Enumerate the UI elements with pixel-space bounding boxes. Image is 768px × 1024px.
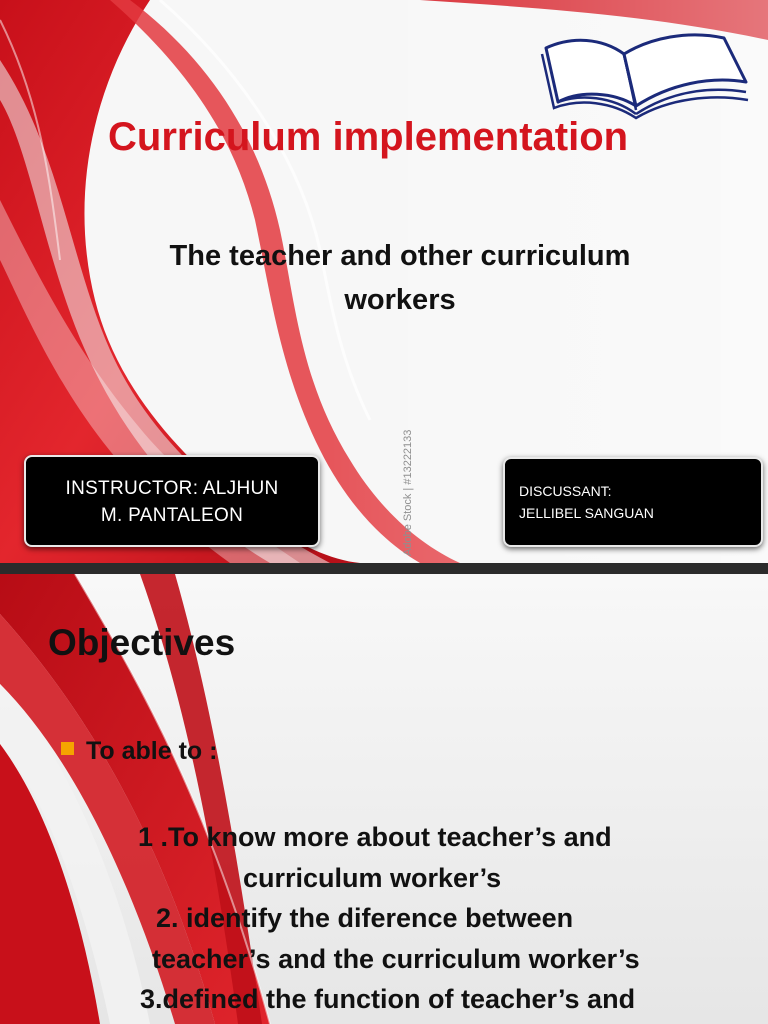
open-book-icon bbox=[532, 10, 754, 122]
slide-title: Curriculum implementation bbox=[108, 115, 629, 159]
discussant-label: DISCUSSANT: bbox=[519, 483, 612, 499]
slide-subtitle bbox=[110, 234, 690, 322]
discussant-box bbox=[503, 457, 763, 547]
subtitle-line-1: The teacher and other curriculum bbox=[169, 240, 631, 272]
objective-line-2: curriculum worker’s bbox=[243, 863, 502, 893]
slide-separator bbox=[0, 563, 768, 574]
bullet-text: To able to : bbox=[86, 737, 218, 765]
subtitle-line-2: workers bbox=[344, 284, 456, 316]
instructor-text bbox=[26, 475, 318, 529]
adobe-stock-watermark bbox=[399, 378, 415, 558]
objectives-title: Objectives bbox=[48, 622, 236, 663]
instructor-box bbox=[24, 455, 320, 547]
discussant-name: JELLIBEL SANGUAN bbox=[519, 505, 654, 521]
bullet-square-icon bbox=[61, 742, 74, 755]
adobe-stock-watermark-text: Adobe Stock | #13222133 bbox=[402, 429, 414, 556]
objective-line-4: teacher’s and the curriculum worker’s bbox=[152, 944, 640, 974]
objective-line-5: 3.defined the function of teacher’s and bbox=[140, 984, 636, 1014]
instructor-line-2: M. PANTALEON bbox=[100, 505, 244, 526]
objective-line-1: 1 .To know more about teacher’s and bbox=[138, 822, 612, 852]
instructor-line-1: INSTRUCTOR: ALJHUN bbox=[65, 478, 279, 499]
slide-2 bbox=[0, 574, 768, 1024]
objective-line-3: 2. identify the diference between bbox=[156, 903, 574, 933]
